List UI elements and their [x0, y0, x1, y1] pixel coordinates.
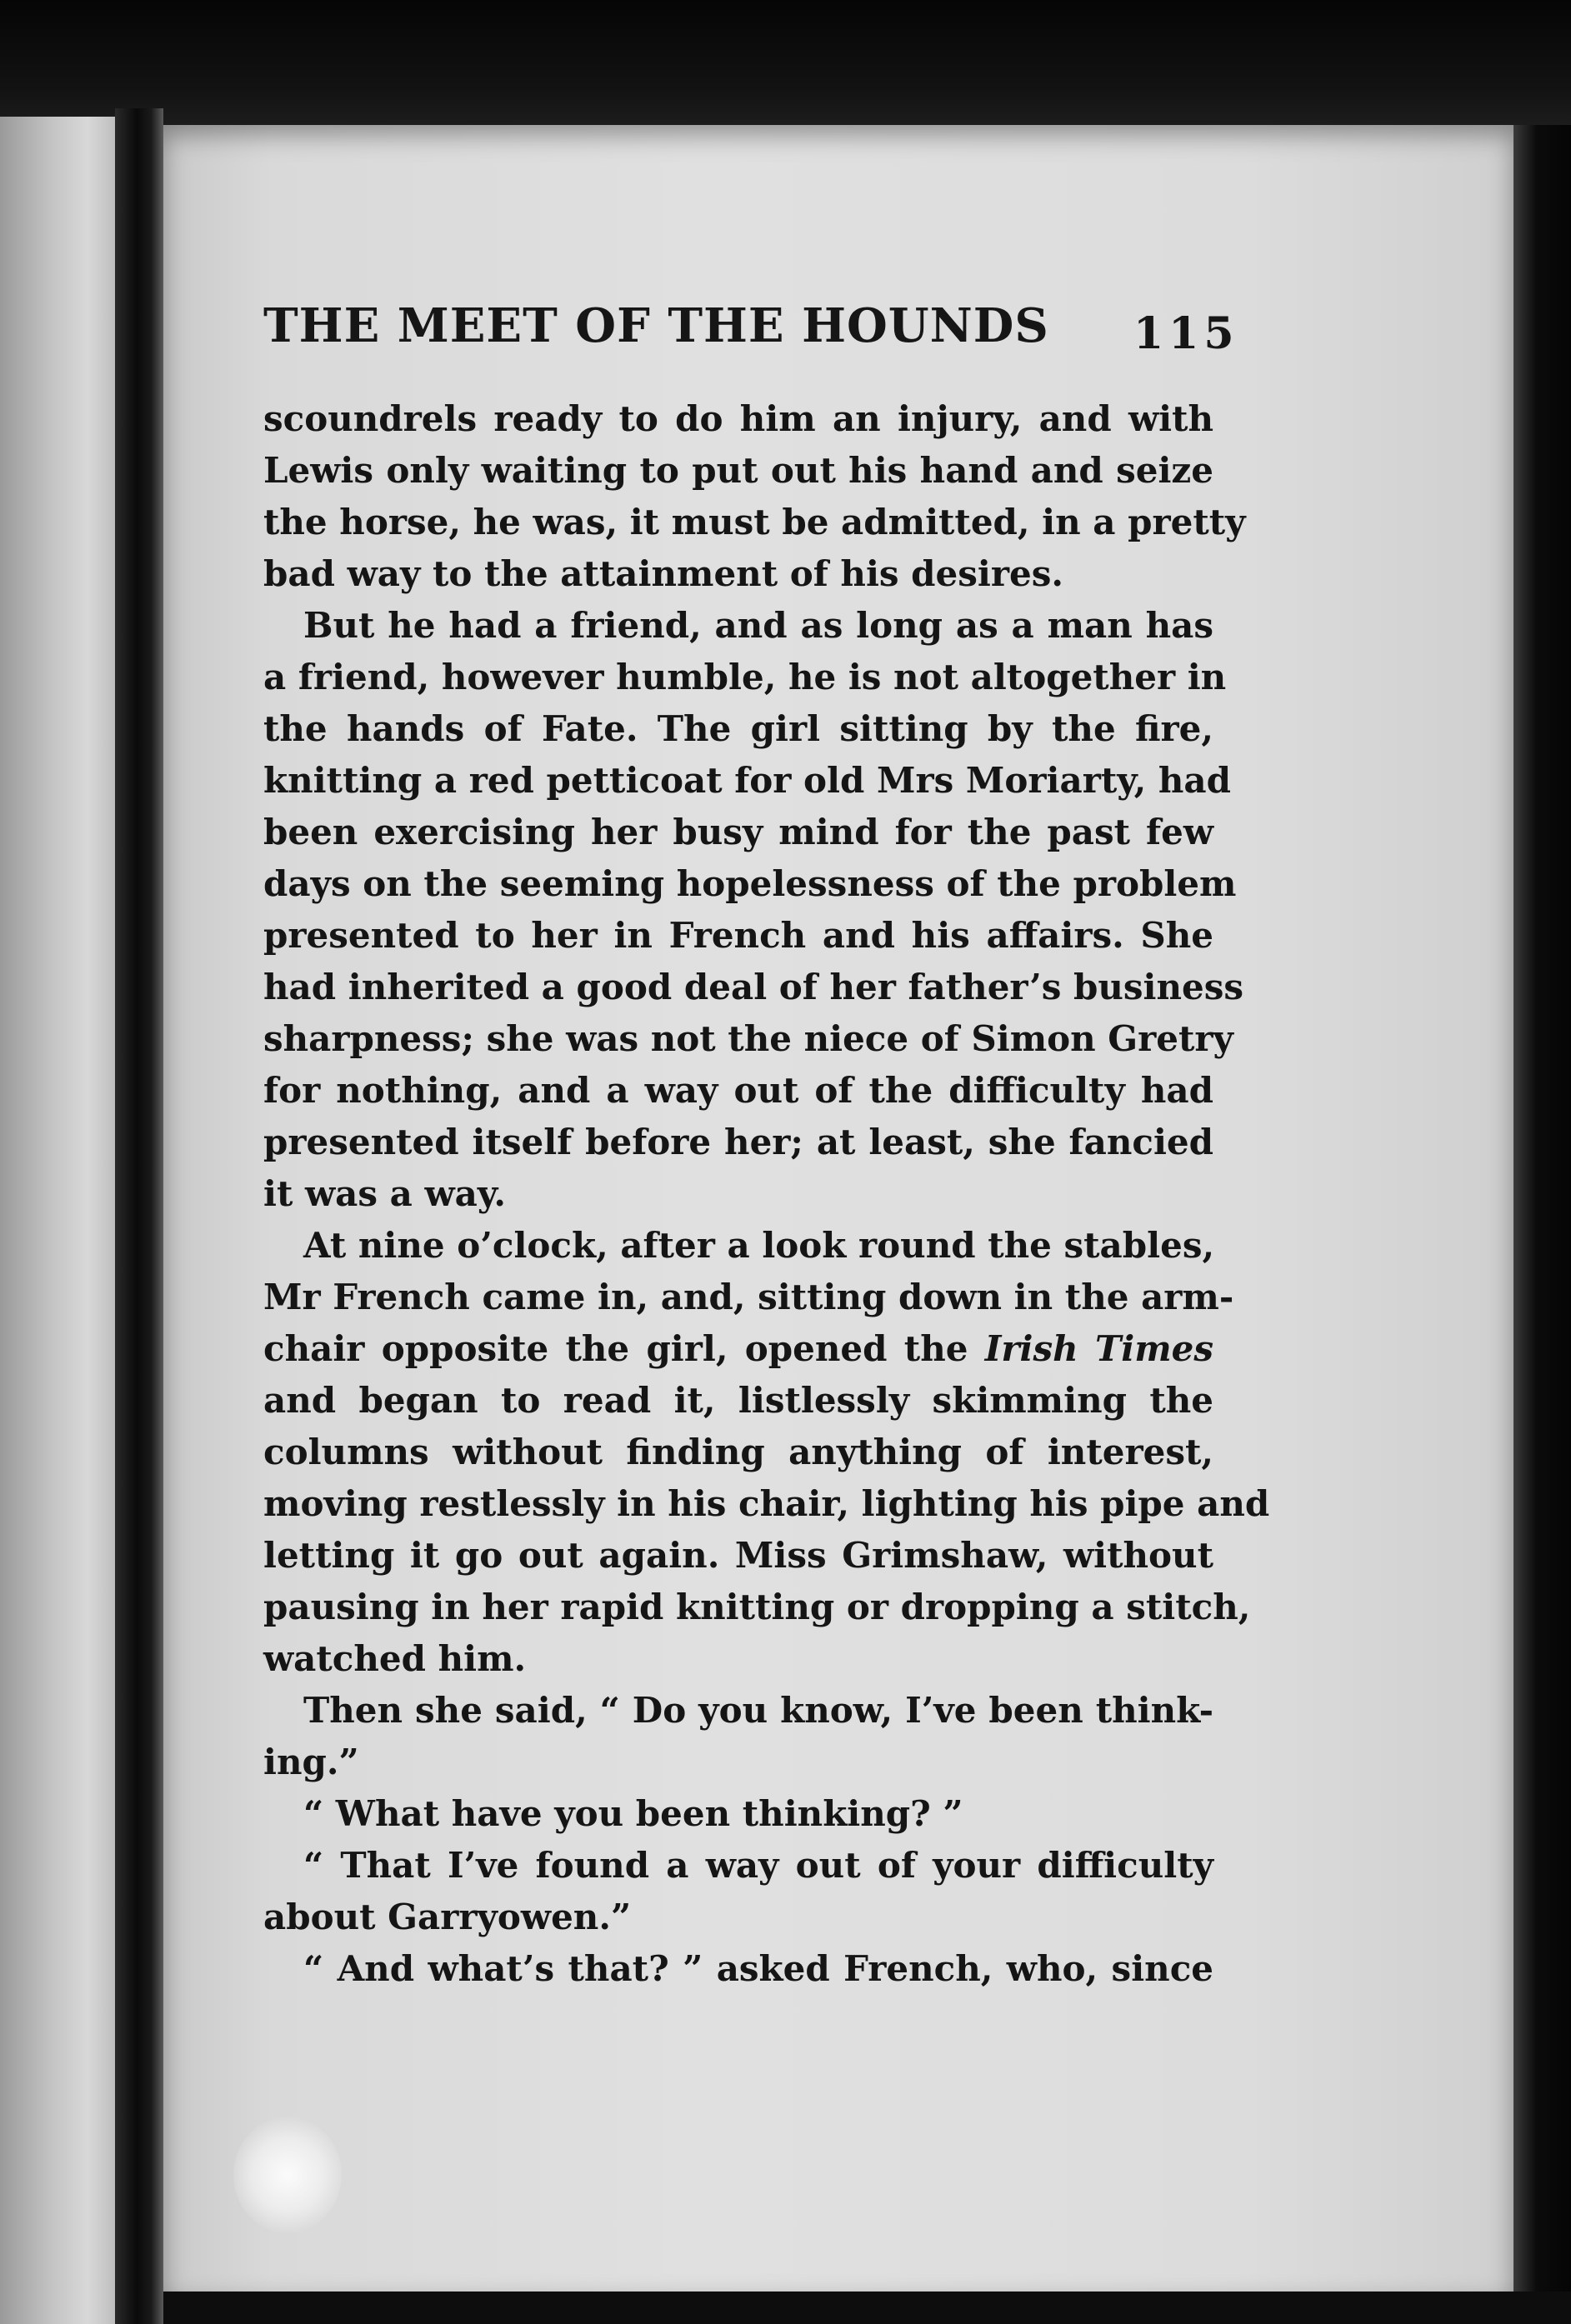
text-line: columns without finding anything of interest, — [263, 1432, 1213, 1472]
scan-right-border — [1513, 125, 1571, 2324]
text-line: it was a way. — [263, 1173, 507, 1214]
running-title: THE MEET OF THE HOUNDS — [263, 298, 1049, 353]
text-line: bad way to the attainment of his desires. — [263, 553, 1063, 594]
text-line: moving restlessly in his chair, lighting his pipe and — [263, 1483, 1270, 1524]
text-line: the horse, he was, it must be admitted, in a pretty — [263, 502, 1246, 542]
paragraph-first-line: “ That I’ve found a way out of your difficulty — [303, 1845, 1213, 1886]
body-text — [263, 393, 1270, 1995]
text-line: sharpness; she was not the niece of Simon Gretry — [263, 1018, 1233, 1059]
text-line: scoundrels ready to do him an injury, and with — [263, 398, 1213, 439]
book-gutter — [115, 108, 163, 2324]
text-line: been exercising her busy mind for the past few — [263, 812, 1213, 852]
text-line: for nothing, and a way out of the difficulty had — [263, 1070, 1213, 1111]
paragraph-first-line: At nine o’clock, after a look round the stables, — [303, 1225, 1215, 1266]
text-line: Lewis only waiting to put out his hand and seize — [263, 450, 1213, 491]
text-line: ing.” — [263, 1742, 359, 1782]
text-fragment: chair opposite the girl, opened the — [263, 1328, 968, 1369]
scan-smudge — [233, 2117, 342, 2233]
paragraph-first-line: But he had a friend, and as long as a man has — [303, 605, 1213, 646]
text-line: had inherited a good deal of her father’s business — [263, 967, 1244, 1007]
text-line: days on the seeming hopelessness of the problem — [263, 863, 1237, 904]
text-line: knitting a red petticoat for old Mrs Moriarty, had — [263, 760, 1231, 801]
text-line: and began to read it, listlessly skimming the — [263, 1380, 1213, 1421]
paragraph-first-line: “ And what’s that? ” asked French, who, since — [303, 1948, 1213, 1989]
text-line — [263, 1323, 1213, 1375]
text-line: the hands of Fate. The girl sitting by the fire, — [263, 708, 1213, 749]
text-line: about Garryowen.” — [263, 1897, 632, 1937]
text-line: presented to her in French and his affairs. She — [263, 915, 1213, 956]
paragraph-first-line: Then she said, “ Do you know, I’ve been think- — [303, 1690, 1213, 1731]
text-line: presented itself before her; at least, she fancied — [263, 1122, 1213, 1162]
text-line: watched him. — [263, 1638, 527, 1679]
scan-top-border — [0, 0, 1571, 125]
text-line: Mr French came in, and, sitting down in the arm- — [263, 1277, 1234, 1317]
scan-bottom-border — [163, 2292, 1571, 2324]
page-number: 115 — [1133, 308, 1239, 359]
text-line: pausing in her rapid knitting or dropping a stitch, — [263, 1587, 1251, 1627]
paragraph-first-line: “ What have you been thinking? ” — [303, 1793, 963, 1834]
facing-page-edge — [0, 117, 117, 2324]
newspaper-title: Irish Times — [984, 1328, 1214, 1369]
text-line: letting it go out again. Miss Grimshaw, without — [263, 1535, 1213, 1576]
text-line: a friend, however humble, he is not altogether in — [263, 657, 1227, 697]
